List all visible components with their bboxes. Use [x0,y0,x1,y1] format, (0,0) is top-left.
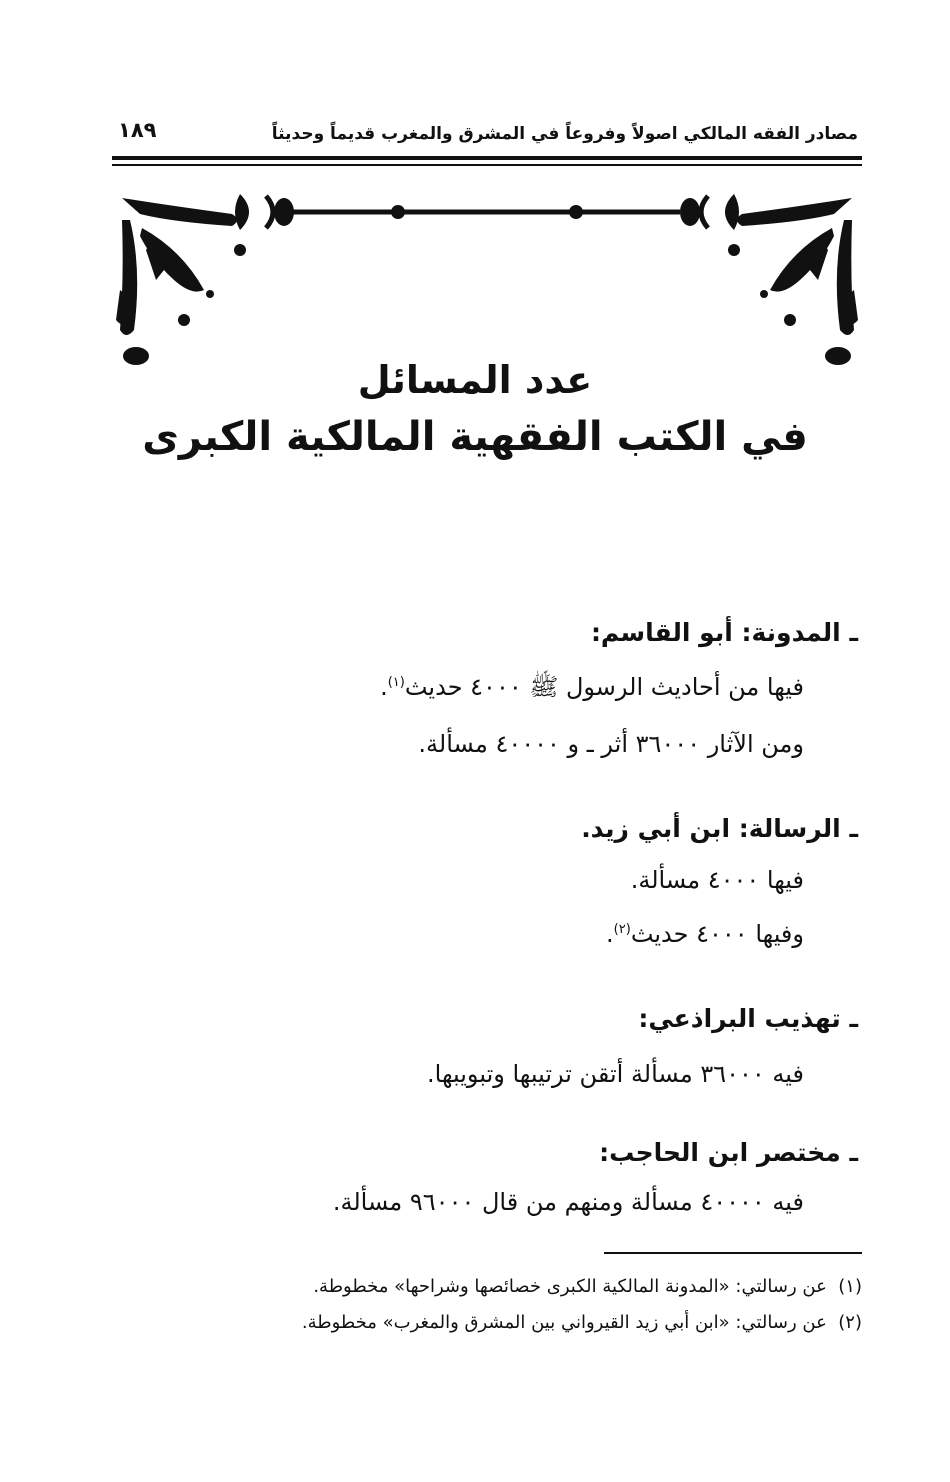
header-rule-thin [112,164,862,166]
section-heading-mukhtasar: ـ مختصر ابن الحاجب: [599,1138,858,1167]
chapter-title-line2: في الكتب الفقهية المالكية الكبرى [142,414,808,460]
section-line: وفيها ٤٠٠٠ حديث$^{(٢)}$. [606,920,804,948]
chapter-title-line1: عدد المسائل [357,358,593,402]
footnote-ref: (١) [387,675,405,690]
section-line: فيه ٤٠٠٠٠ مسألة ومنهم من قال ٩٦٠٠٠ مسألة. [332,1188,804,1216]
decorative-frame-ornament [112,180,862,380]
section-heading-tahdhib: ـ تهذيب البراذعي: [638,1004,858,1033]
page-number: ١٨٩ [118,118,157,142]
section-heading-mudawwana: ـ المدونة: أبو القاسم: [590,618,858,647]
section-heading-risala: ـ الرسالة: ابن أبي زيد. [581,814,858,843]
footnote-2: (٢) عن رسالتي: «ابن أبي زيد القيرواني بين المشرق والمغرب» مخطوطة. [301,1312,862,1333]
header-rule-thick [112,156,862,160]
footnote-1: (١) عن رسالتي: «المدونة المالكية الكبرى خصائصها وشراحها» مخطوطة. [313,1276,862,1297]
section-line: فيه ٣٦٠٠٠ مسألة أتقن ترتيبها وتبويبها. [427,1060,804,1088]
section-line: فيها من أحاديث الرسول ﷺ ٤٠٠٠ حديث$^{(١)}$. [380,673,804,701]
footnote-ref: (٢) [613,922,631,937]
section-line: ومن الآثار ٣٦٠٠٠ أثر ـ و ٤٠٠٠٠ مسألة. [418,730,804,758]
running-header-title: مصادر الفقه المالكي اصولاً وفروعاً في المشرق والمغرب قديماً وحديثاً [271,124,858,144]
footnote-separator [604,1252,862,1254]
section-line: فيها ٤٠٠٠ مسألة. [630,866,804,894]
